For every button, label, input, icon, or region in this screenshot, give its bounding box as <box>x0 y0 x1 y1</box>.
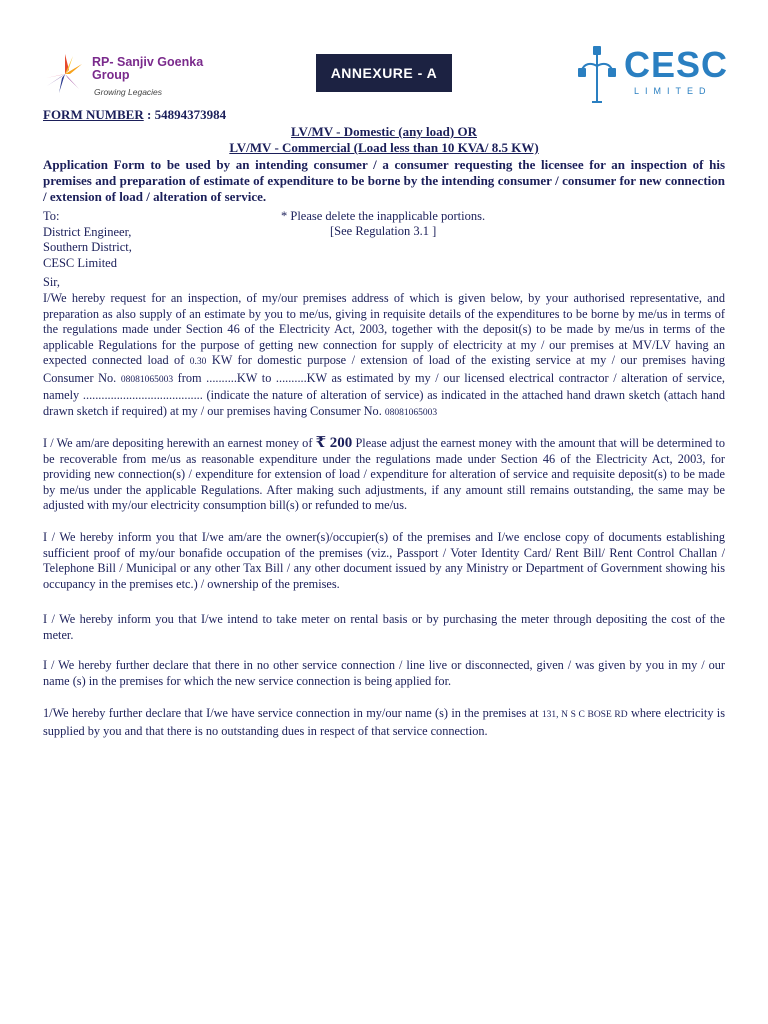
delete-note: * Please delete the inapplicable portions. <box>281 209 486 223</box>
meter-paragraph: I / We hereby inform you that I/we intend to take meter on rental basis or by purchasing the meter through depositing the cost of the meter. <box>43 612 725 642</box>
premises-address: 131, N S C BOSE RD <box>541 710 628 720</box>
earnest-money-paragraph: I / We am/are depositing herewith an earnest money of ₹ 200 Please adjust the earnest money with the amount that will be determined to be recoverable from me/us as reasonable expenditure under the regulations made under Section 46 of the Electricity Act, 2003, for providing new connection(s) / expenditure for extension of load / expenditure for alteration of service and requisite deposit(s) to be made by me/us under the applicable Regulations. After making such adjustments, if any amount still remains outstanding, the same may be adjusted with my/our electricity consumption bill(s) or refunded to me/us. <box>43 435 725 512</box>
cesc-logo-text: CESC <box>624 44 729 85</box>
addressee-block <box>43 209 132 271</box>
ownership-paragraph: I / We hereby inform you that I/we am/are the owner(s)/occupier(s) of the premises and I/we enclose copy of documents establishing sufficient proof of my/our bonafide occupation of the premises (viz., Passport / Voter Identity Card/ Rent Bill/ Rent Control Challan / Telephone Bill / Municipal or any other Tax Bill / any other document issued by any Ministry or Department of Government showing his occupancy in the premises etc.) / ownership of the premises. <box>43 530 725 591</box>
form-number-value: : 54894373984 <box>147 107 227 122</box>
title-line-2: LV/MV - Commercial (Load less than 10 KVA/ 8.5 KW) <box>229 140 539 155</box>
salutation: Sir, <box>43 275 60 289</box>
consumer-number-2: 08081065003 <box>384 407 438 418</box>
form-number-label: FORM NUMBER <box>43 107 144 122</box>
regulation-note: [See Regulation 3.1 ] <box>330 224 437 238</box>
addressee-line-3: CESC Limited <box>43 255 117 270</box>
addressee-line-2: Southern District, <box>43 240 132 254</box>
annexure-badge: ANNEXURE - A <box>316 54 452 92</box>
existing-connection-paragraph: 1/We hereby further declare that I/we have service connection in my/our name (s) in the premises at 131, N S C BOSE RD where electricity is supplied by you and that there is no outstanding dues in respect of that service connection. <box>43 706 726 738</box>
starburst-logo-icon <box>42 52 88 96</box>
cesc-logo-subtext: LIMITED <box>634 86 712 96</box>
lamp-post-icon <box>572 44 622 104</box>
cesc-logo <box>572 44 732 106</box>
consumer-number-1: 08081065003 <box>120 374 174 385</box>
rp-logo-text: RP- Sanjiv Goenka Group <box>92 55 204 82</box>
title-line-1: LV/MV - Domestic (any load) OR <box>291 124 477 139</box>
to-label: To: <box>43 209 60 223</box>
application-intro: Application Form to be used by an intending consumer / a consumer requesting the licensee for an inspection of his premises and preparation of estimate of expenditure to be borne by the intending consumer / consumer for new connection / extension of load / alteration of service. <box>43 157 725 204</box>
no-other-connection-paragraph: I / We hereby further declare that there in no other service connection / line live or disconnected, given / was given by you in my / our name (s) in the premises for which the new service connection is being applied for. <box>43 658 725 688</box>
earnest-money-amount: ₹ 200 <box>315 435 353 451</box>
addressee-line-1: District Engineer, <box>43 224 132 239</box>
connected-load-value: 0.30 <box>189 357 207 367</box>
request-paragraph: I/We hereby request for an inspection, of my/our premises address of which is given below, by your authorised representative, and preparation as also supply of an estimate by you to me/us, giving in requisite details of the expenditures to be borne by me/us in terms of the regulations made under Section 46 of the Electricity Act, 2003, together with the deposit(s) to be made by me/us in terms of the applicable Regulations for the purpose of getting new connection for supply of electricity at my / our premises at MV/LV having an expected connected load of 0.30 KW for domestic purpose / extension of load of the existing service at my / our premises having Consumer No. 08081065003 from ..........KW to ..........KW as estimated by my / our licensed electrical contractor / alteration of service, namely ....................................... (indicate the nature of alteration of service) as indicated in the attached hand drawn sketch (attach hand drawn sketch if required) at my / our premises having Consumer No. 08081065003 <box>43 291 726 418</box>
rp-logo-tagline: Growing Legacies <box>94 87 163 97</box>
form-number <box>43 107 226 123</box>
rp-sanjiv-goenka-logo <box>42 50 212 100</box>
